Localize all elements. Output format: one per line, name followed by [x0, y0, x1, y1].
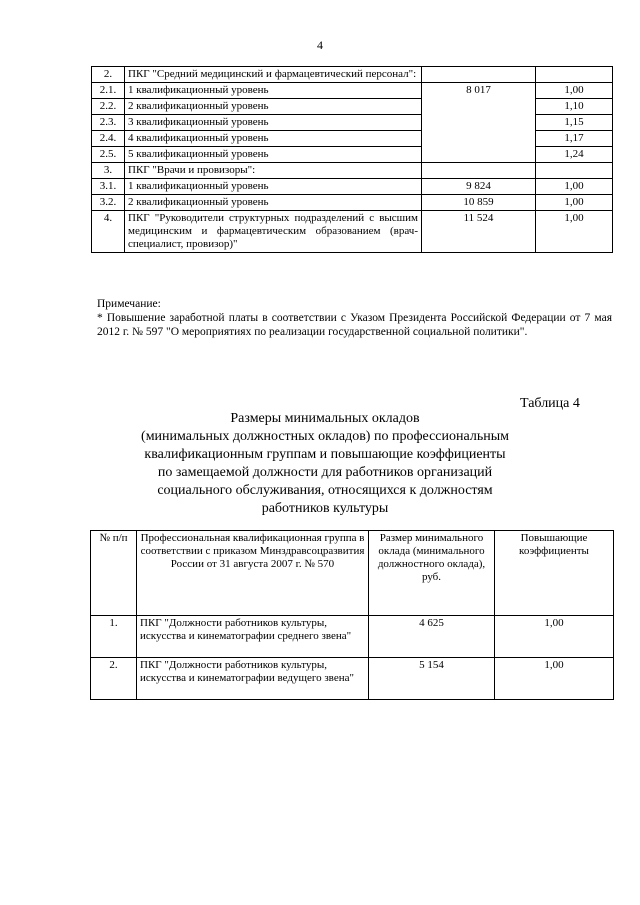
title-line: по замещаемой должности для работников организаций: [157, 465, 493, 480]
table-4: [90, 530, 614, 700]
row-salary: [422, 67, 536, 83]
row-name: ПКГ "Должности работников культуры, искусства и кинематографии ведущего звена": [137, 658, 369, 700]
row-number: 2.1.: [92, 83, 125, 99]
row-name: 2 квалификационный уровень: [125, 99, 422, 115]
row-name: ПКГ "Должности работников культуры, искусства и кинематографии среднего звена": [137, 616, 369, 658]
row-coefficient: 1,00: [536, 211, 613, 253]
row-number: 2.2.: [92, 99, 125, 115]
row-number: 3.: [92, 163, 125, 179]
table-row: [91, 616, 614, 658]
row-number: 2.3.: [92, 115, 125, 131]
row-coefficient: 1,15: [536, 115, 613, 131]
note-heading: Примечание:: [97, 298, 161, 310]
row-coefficient: 1,24: [536, 147, 613, 163]
row-number: 3.2.: [92, 195, 125, 211]
title-line: (минимальных должностных окладов) по профессиональным: [141, 429, 509, 444]
row-number: 4.: [92, 211, 125, 253]
table-3-continuation: [91, 66, 613, 253]
table-row: [92, 179, 613, 195]
row-name: 2 квалификационный уровень: [125, 195, 422, 211]
row-name: ПКГ "Средний медицинский и фармацевтический персонал":: [125, 67, 422, 83]
row-coefficient: [536, 163, 613, 179]
note-text: * Повышение заработной платы в соответствии с Указом Президента Российской Федерации от 7 мая 2012 г. № 597 "О мероприятиях по реализации государственной социальной политики".: [97, 312, 612, 338]
row-name: 3 квалификационный уровень: [125, 115, 422, 131]
row-salary: 8 017: [422, 83, 536, 163]
title-line: квалификационным группам и повышающие коэффициенты: [144, 447, 506, 462]
row-coefficient: 1,10: [536, 99, 613, 115]
row-salary: 10 859: [422, 195, 536, 211]
header-coefficient: Повышающие коэффициенты: [495, 531, 614, 616]
row-coefficient: 1,00: [495, 616, 614, 658]
header-salary: Размер минимального оклада (минимального должностного оклада), руб.: [369, 531, 495, 616]
row-number: 3.1.: [92, 179, 125, 195]
row-coefficient: 1,00: [536, 179, 613, 195]
table-row: [92, 83, 613, 99]
row-salary: 5 154: [369, 658, 495, 700]
row-salary: 9 824: [422, 179, 536, 195]
note-block: [97, 297, 612, 339]
row-name: ПКГ "Врачи и провизоры":: [125, 163, 422, 179]
row-salary: 11 524: [422, 211, 536, 253]
row-number: 2.: [91, 658, 137, 700]
title-line: социального обслуживания, относящихся к должностям: [157, 483, 493, 498]
table-row: [92, 195, 613, 211]
row-number: 2.4.: [92, 131, 125, 147]
row-salary: 4 625: [369, 616, 495, 658]
table-row: [92, 211, 613, 253]
row-name: ПКГ "Руководители структурных подразделений с высшим медицинским и фармацевтическим образованием (врач-специалист, провизор)": [125, 211, 422, 253]
page-number: 4: [317, 38, 323, 52]
row-coefficient: [536, 67, 613, 83]
row-coefficient: 1,00: [536, 83, 613, 99]
row-number: 2.: [92, 67, 125, 83]
row-coefficient: 1,00: [536, 195, 613, 211]
table-row: [92, 67, 613, 83]
row-number: 1.: [91, 616, 137, 658]
row-coefficient: 1,00: [495, 658, 614, 700]
row-coefficient: 1,17: [536, 131, 613, 147]
header-number: № п/п: [91, 531, 137, 616]
row-name: 5 квалификационный уровень: [125, 147, 422, 163]
row-salary: [422, 163, 536, 179]
row-name: 4 квалификационный уровень: [125, 131, 422, 147]
title-line: работников культуры: [261, 501, 389, 516]
table-row: [91, 658, 614, 700]
table-label: Таблица 4: [520, 396, 580, 411]
row-name: 1 квалификационный уровень: [125, 179, 422, 195]
table-title: [120, 410, 530, 518]
header-group: Профессиональная квалификационная группа в соответствии с приказом Минздравсоцразвития России от 31 августа 2007 г. № 570: [137, 531, 369, 616]
row-number: 2.5.: [92, 147, 125, 163]
row-name: 1 квалификационный уровень: [125, 83, 422, 99]
title-line: Размеры минимальных окладов: [230, 411, 420, 426]
table-row: [92, 163, 613, 179]
table-header-row: [91, 531, 614, 616]
